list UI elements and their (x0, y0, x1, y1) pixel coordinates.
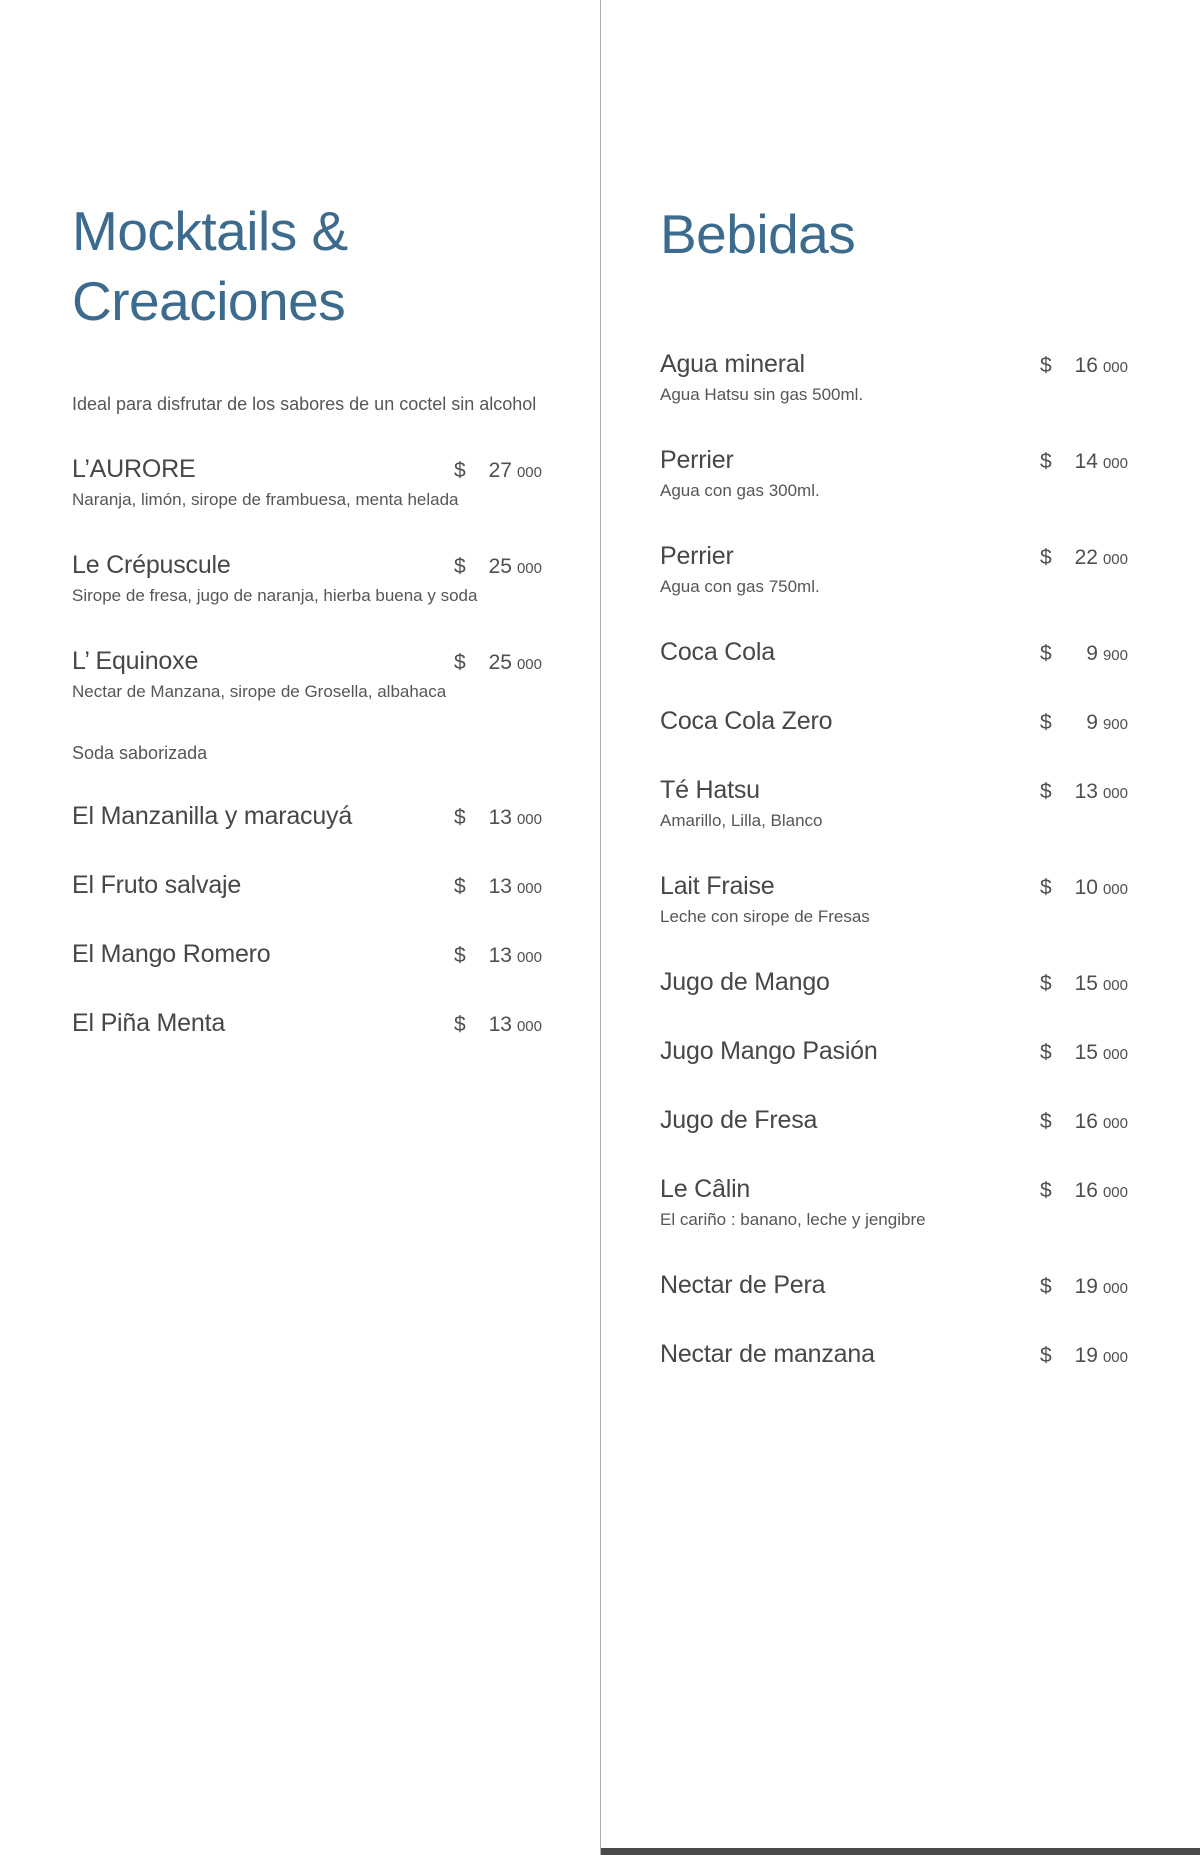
bebidas-column (660, 0, 1128, 1368)
bebidas-title: Bebidas (660, 203, 856, 265)
item-desc: El cariño : banano, leche y jengibre (660, 1210, 926, 1229)
menu-item (72, 940, 542, 968)
price-main: 19 (1074, 1275, 1098, 1298)
item-price (1040, 780, 1128, 804)
menu-item (72, 551, 542, 606)
item-price (454, 875, 542, 899)
soda-section-label: Soda saborizada (72, 743, 208, 763)
mocktails-title-line1: Mocktails & (72, 200, 348, 262)
item-desc: Sirope de fresa, jugo de naranja, hierba buena y soda (72, 586, 478, 605)
price-main: 13 (488, 875, 512, 898)
item-desc: Nectar de Manzana, sirope de Grosella, albahaca (72, 682, 447, 701)
menu-item (660, 1340, 1128, 1368)
price-main: 15 (1074, 1041, 1098, 1064)
price-main: 22 (1074, 546, 1098, 569)
item-price (454, 806, 542, 830)
price-small: 000 (516, 656, 542, 673)
item-price (1040, 711, 1128, 735)
item-price (1040, 972, 1128, 996)
price-main: 9 (1086, 711, 1098, 734)
price-small: 000 (1102, 1046, 1128, 1063)
menu-item (660, 638, 1128, 666)
currency-symbol: $ (454, 806, 466, 829)
mocktails-title (72, 196, 542, 336)
mocktails-title-line2: Creaciones (72, 270, 346, 332)
item-desc: Agua con gas 300ml. (660, 481, 820, 500)
currency-symbol: $ (1040, 876, 1052, 899)
currency-symbol: $ (454, 459, 466, 482)
menu-item (660, 707, 1128, 735)
currency-symbol: $ (1040, 354, 1052, 377)
price-main: 16 (1074, 1179, 1098, 1202)
price-main: 14 (1074, 450, 1098, 473)
price-main: 10 (1074, 876, 1098, 899)
menu-item (72, 455, 542, 510)
item-price (1040, 1275, 1128, 1299)
price-small: 000 (1102, 359, 1128, 376)
item-name: Perrier (660, 542, 734, 570)
item-name: Le Câlin (660, 1175, 751, 1203)
item-price (454, 459, 542, 483)
mocktails-intro: Ideal para disfrutar de los sabores de un coctel sin alcohol (72, 394, 537, 414)
item-name: Coca Cola Zero (660, 707, 833, 735)
currency-symbol: $ (1040, 972, 1052, 995)
price-main: 13 (488, 944, 512, 967)
item-name: Jugo de Fresa (660, 1106, 818, 1134)
menu-item (660, 968, 1128, 996)
price-small: 000 (1102, 1280, 1128, 1297)
item-price (454, 555, 542, 579)
currency-symbol: $ (1040, 711, 1052, 734)
price-main: 27 (488, 459, 512, 482)
currency-symbol: $ (454, 1013, 466, 1036)
price-small: 000 (1102, 881, 1128, 898)
column-divider (600, 0, 601, 1855)
item-name: Lait Fraise (660, 872, 775, 900)
item-name: Agua mineral (660, 350, 805, 378)
price-main: 15 (1074, 972, 1098, 995)
price-small: 000 (1102, 1115, 1128, 1132)
menu-item (660, 872, 1128, 927)
item-price (1040, 876, 1128, 900)
item-name: Jugo de Mango (660, 968, 830, 996)
price-small: 900 (1102, 716, 1128, 733)
price-small: 000 (516, 949, 542, 966)
menu-item (72, 1009, 542, 1037)
price-main: 9 (1086, 642, 1098, 665)
price-main: 25 (488, 651, 512, 674)
price-small: 900 (1102, 647, 1128, 664)
item-name: El Fruto salvaje (72, 871, 242, 899)
item-name: Té Hatsu (660, 776, 760, 804)
price-main: 25 (488, 555, 512, 578)
item-name: Nectar de manzana (660, 1340, 875, 1368)
currency-symbol: $ (1040, 1179, 1052, 1202)
item-price (1040, 1179, 1128, 1203)
menu-item (660, 1106, 1128, 1134)
currency-symbol: $ (1040, 1344, 1052, 1367)
menu-item (660, 1175, 1128, 1230)
price-small: 000 (516, 560, 542, 577)
menu-item (660, 446, 1128, 501)
currency-symbol: $ (1040, 450, 1052, 473)
price-small: 000 (1102, 1184, 1128, 1201)
item-name: L’ Equinoxe (72, 647, 199, 675)
item-name: El Manzanilla y maracuyá (72, 802, 353, 830)
item-price (1040, 1110, 1128, 1134)
menu-item (660, 1271, 1128, 1299)
item-price (1040, 1344, 1128, 1368)
currency-symbol: $ (1040, 780, 1052, 803)
item-price (454, 1013, 542, 1037)
item-desc: Agua Hatsu sin gas 500ml. (660, 385, 864, 404)
item-price (1040, 450, 1128, 474)
currency-symbol: $ (454, 875, 466, 898)
price-small: 000 (516, 811, 542, 828)
item-name: El Mango Romero (72, 940, 271, 968)
item-price (454, 651, 542, 675)
currency-symbol: $ (454, 651, 466, 674)
bottom-bar (601, 1848, 1200, 1855)
currency-symbol: $ (1040, 642, 1052, 665)
menu-item (660, 542, 1128, 597)
currency-symbol: $ (1040, 1110, 1052, 1133)
price-main: 16 (1074, 1110, 1098, 1133)
item-price (1040, 642, 1128, 666)
item-name: Le Crépuscule (72, 551, 231, 579)
price-small: 000 (516, 464, 542, 481)
menu-item (72, 871, 542, 899)
menu-item (660, 776, 1128, 831)
item-price (1040, 354, 1128, 378)
price-main: 19 (1074, 1344, 1098, 1367)
item-price (1040, 546, 1128, 570)
item-desc: Leche con sirope de Fresas (660, 907, 870, 926)
item-desc: Naranja, limón, sirope de frambuesa, menta helada (72, 490, 459, 509)
price-small: 000 (516, 880, 542, 897)
price-small: 000 (1102, 1349, 1128, 1366)
mocktails-column (72, 0, 542, 1037)
menu-item (72, 802, 542, 830)
item-desc: Agua con gas 750ml. (660, 577, 820, 596)
price-small: 000 (1102, 455, 1128, 472)
item-name: Jugo Mango Pasión (660, 1037, 878, 1065)
price-small: 000 (516, 1018, 542, 1035)
price-small: 000 (1102, 785, 1128, 802)
item-desc: Amarillo, Lilla, Blanco (660, 811, 823, 830)
item-price (1040, 1041, 1128, 1065)
item-name: Coca Cola (660, 638, 775, 666)
price-small: 000 (1102, 977, 1128, 994)
menu-item (660, 1037, 1128, 1065)
item-name: El Piña Menta (72, 1009, 226, 1037)
currency-symbol: $ (1040, 1275, 1052, 1298)
menu-item (72, 647, 542, 702)
price-main: 13 (488, 806, 512, 829)
currency-symbol: $ (1040, 546, 1052, 569)
currency-symbol: $ (454, 555, 466, 578)
currency-symbol: $ (454, 944, 466, 967)
item-price (454, 944, 542, 968)
currency-symbol: $ (1040, 1041, 1052, 1064)
menu-item (660, 350, 1128, 405)
price-main: 13 (1074, 780, 1098, 803)
item-name: L’AURORE (72, 455, 196, 483)
price-main: 13 (488, 1013, 512, 1036)
item-name: Nectar de Pera (660, 1271, 826, 1299)
item-name: Perrier (660, 446, 734, 474)
price-main: 16 (1074, 354, 1098, 377)
price-small: 000 (1102, 551, 1128, 568)
